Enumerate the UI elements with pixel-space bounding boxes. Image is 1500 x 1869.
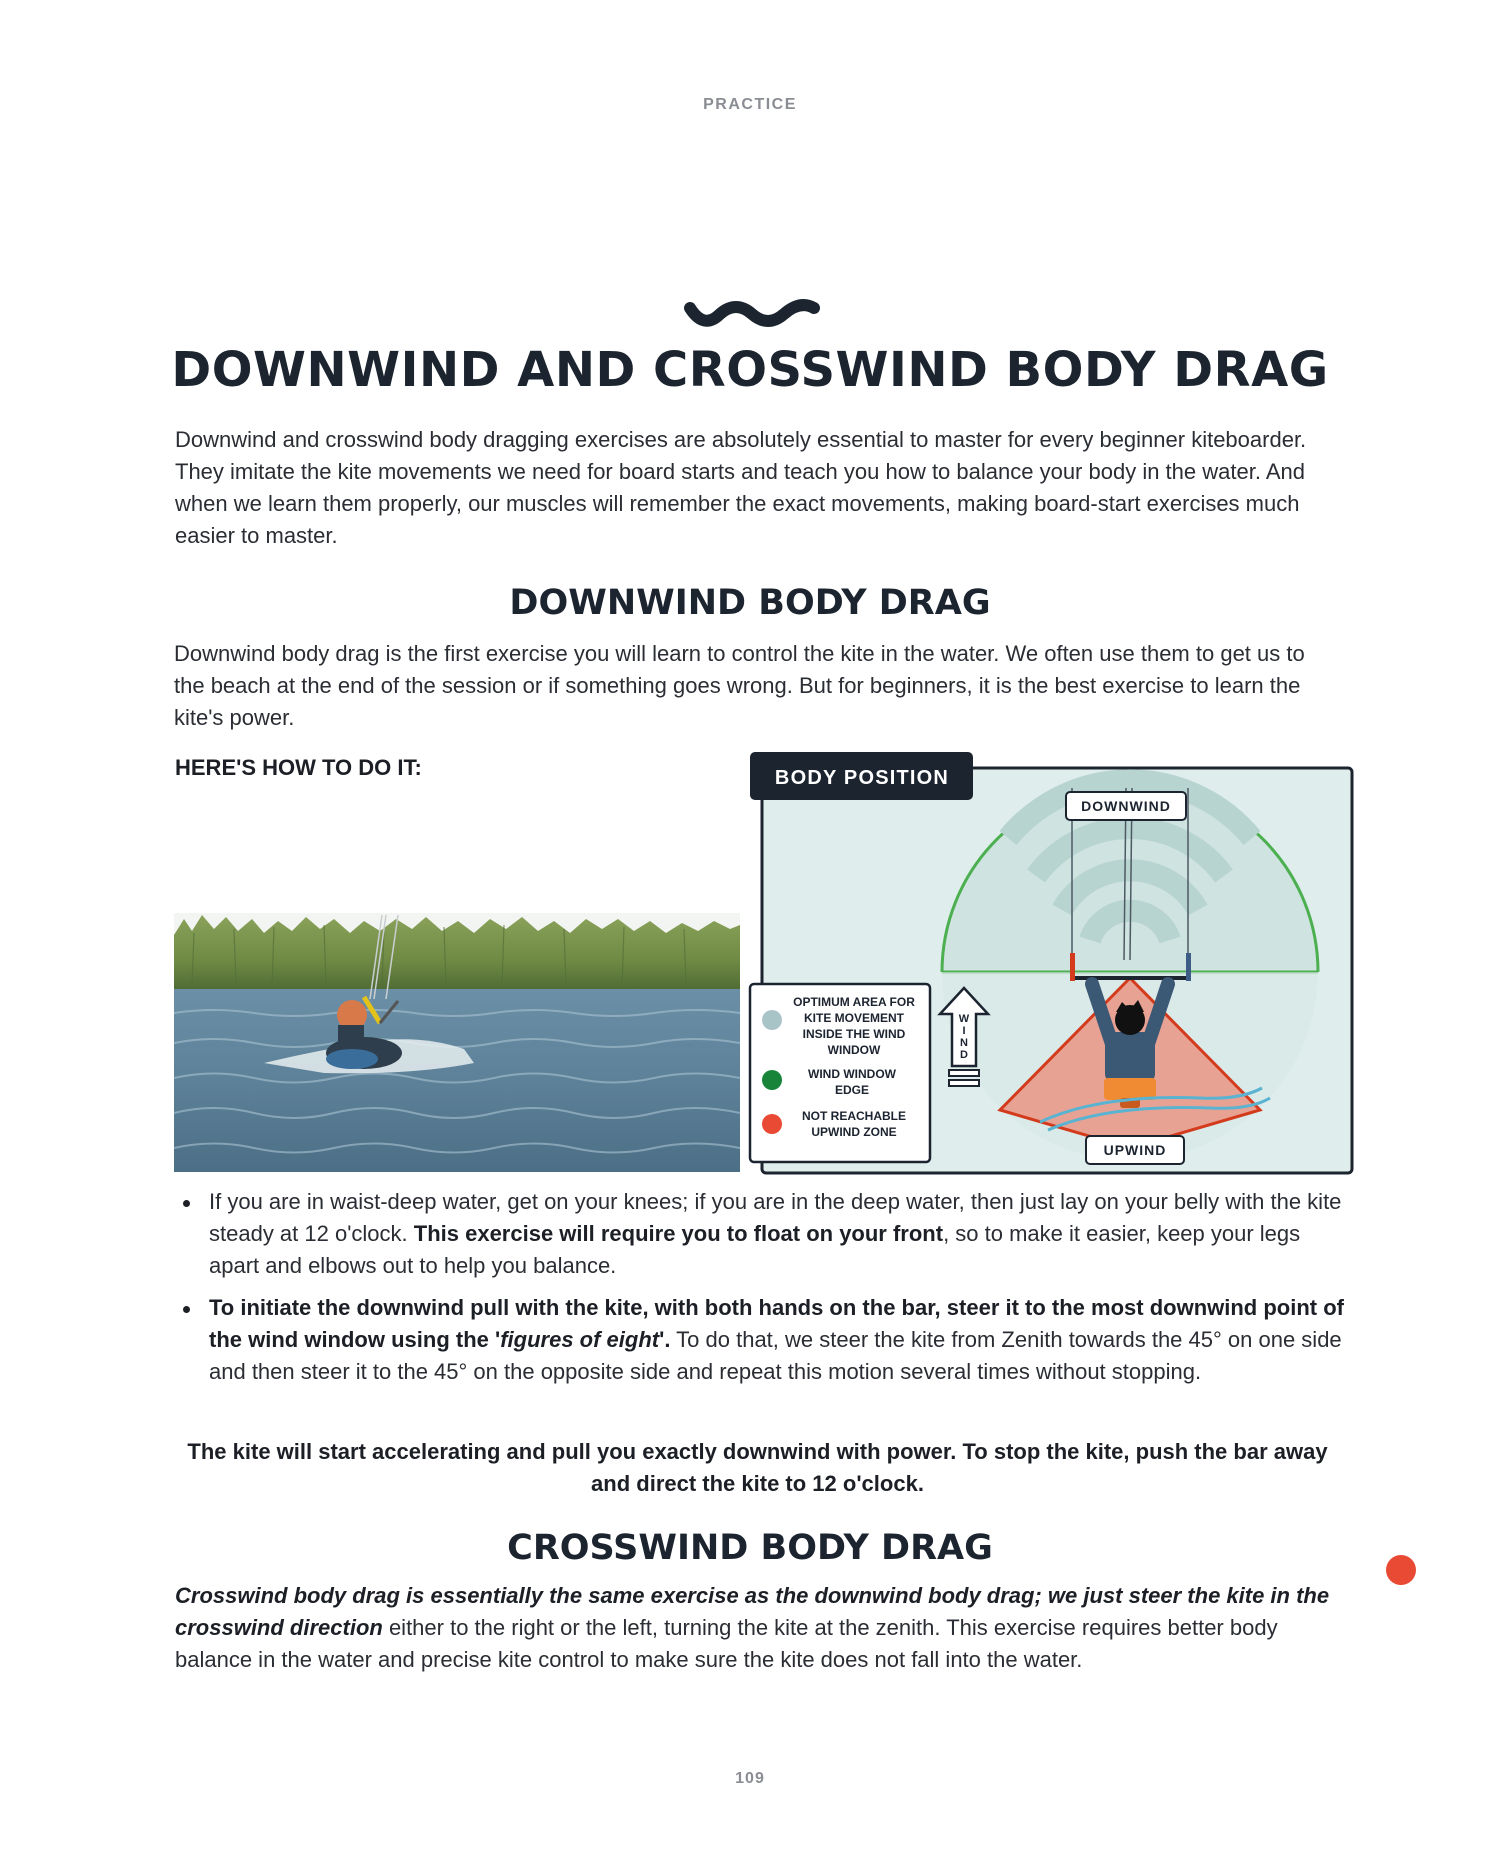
wind-letter: W <box>958 1013 970 1025</box>
legend-swatch-upwind <box>762 1114 782 1134</box>
emphasis-paragraph: The kite will start accelerating and pull you exactly downwind with power. To stop the kite, push the bar away and direct the kite to 12 o'clock. <box>187 1439 1328 1496</box>
downwind-intro-paragraph: Downwind body drag is the first exercise you will learn to control the kite in the water. We often use them to get us to the beach at the end of the session or if something goes wrong. But for beginners, it is the best exercise to learn the kite's power. <box>174 641 1305 730</box>
crosswind-paragraph <box>175 1580 1340 1676</box>
bullet-dot <box>183 1306 190 1313</box>
bullet-text: To do that, we steer the kite from Zenith towards the 45° on one side and then steer it to the 45° on the opposite side and repeat this motion several times without stopping. <box>209 1327 1342 1384</box>
downwind-heading: DOWNWIND BODY DRAG <box>509 583 991 623</box>
legend-upwind-line: NOT REACHABLE <box>802 1109 906 1123</box>
list-item <box>175 1186 1345 1282</box>
kiteboarder-photo <box>174 913 740 1172</box>
legend-edge-line: WIND WINDOW <box>808 1067 896 1081</box>
body-position-diagram <box>740 748 1360 1180</box>
intro-paragraph: Downwind and crosswind body dragging exercises are absolutely essential to master for every beginner kiteboarder. They imitate the kite movements we need for board starts and teach you how to balance your body in the water. And when we learn them properly, our muscles will remember the exact movements, making board-start exercises much easier to master. <box>175 427 1307 548</box>
bullet-bold-text: '. <box>659 1327 671 1352</box>
bullet-text: If you are in waist-deep water, get on your knees; if you are in the deep water, then just lay on your belly with the kite steady at 12 o'clock. <box>209 1189 1342 1246</box>
legend-swatch-edge <box>762 1070 782 1090</box>
red-dot-marker <box>1386 1555 1416 1585</box>
bullet-bold-italic-text: figures of eight <box>500 1327 660 1352</box>
crosswind-bold-italic-text: Crosswind body drag is essentially the same exercise as the downwind body drag; we just steer the kite in the crosswind direction <box>175 1583 1330 1640</box>
legend-optimum-line: INSIDE THE WIND <box>802 1027 906 1041</box>
wind-letter: D <box>960 1049 968 1061</box>
downwind-label: DOWNWIND <box>1081 798 1171 814</box>
legend-upwind-line: UPWIND ZONE <box>811 1125 897 1139</box>
legend-swatch-optimum <box>762 1010 782 1030</box>
legend-optimum-line: WINDOW <box>827 1043 881 1057</box>
bullet-bold-text: To initiate the downwind pull with the kite, with both hands on the bar, steer it to the most downwind point of the wind window using the ' <box>209 1295 1344 1352</box>
legend-edge-line: EDGE <box>834 1083 870 1097</box>
upwind-label: UPWIND <box>1103 1142 1167 1158</box>
legend-optimum-line: KITE MOVEMENT <box>803 1011 905 1025</box>
page-number: 109 <box>735 1770 765 1787</box>
running-head: PRACTICE <box>703 96 797 113</box>
list-item <box>175 1292 1345 1388</box>
page-title: DOWNWIND AND CROSSWIND BODY DRAG <box>171 342 1329 398</box>
wind-letter: N <box>960 1037 968 1049</box>
bullet-text: , so to make it easier, keep your legs apart and elbows out to help you balance. <box>209 1221 1301 1278</box>
howto-label: HERE'S HOW TO DO IT: <box>175 755 422 780</box>
legend-optimum-line: OPTIMUM AREA FOR <box>793 995 915 1009</box>
steps-list <box>175 1186 1345 1398</box>
wave-logo-icon <box>682 296 822 332</box>
crosswind-text: either to the right or the left, turning the kite at the zenith. This exercise requires better body balance in the water and precise kite control to make sure the kite does not fall into the water. <box>175 1615 1278 1672</box>
wind-letter: I <box>962 1025 966 1037</box>
crosswind-heading: CROSSWIND BODY DRAG <box>507 1528 993 1568</box>
bullet-dot <box>183 1200 190 1207</box>
diagram-title: BODY POSITION <box>774 767 950 789</box>
bullet-bold-text: This exercise will require you to float on your front <box>413 1221 944 1246</box>
